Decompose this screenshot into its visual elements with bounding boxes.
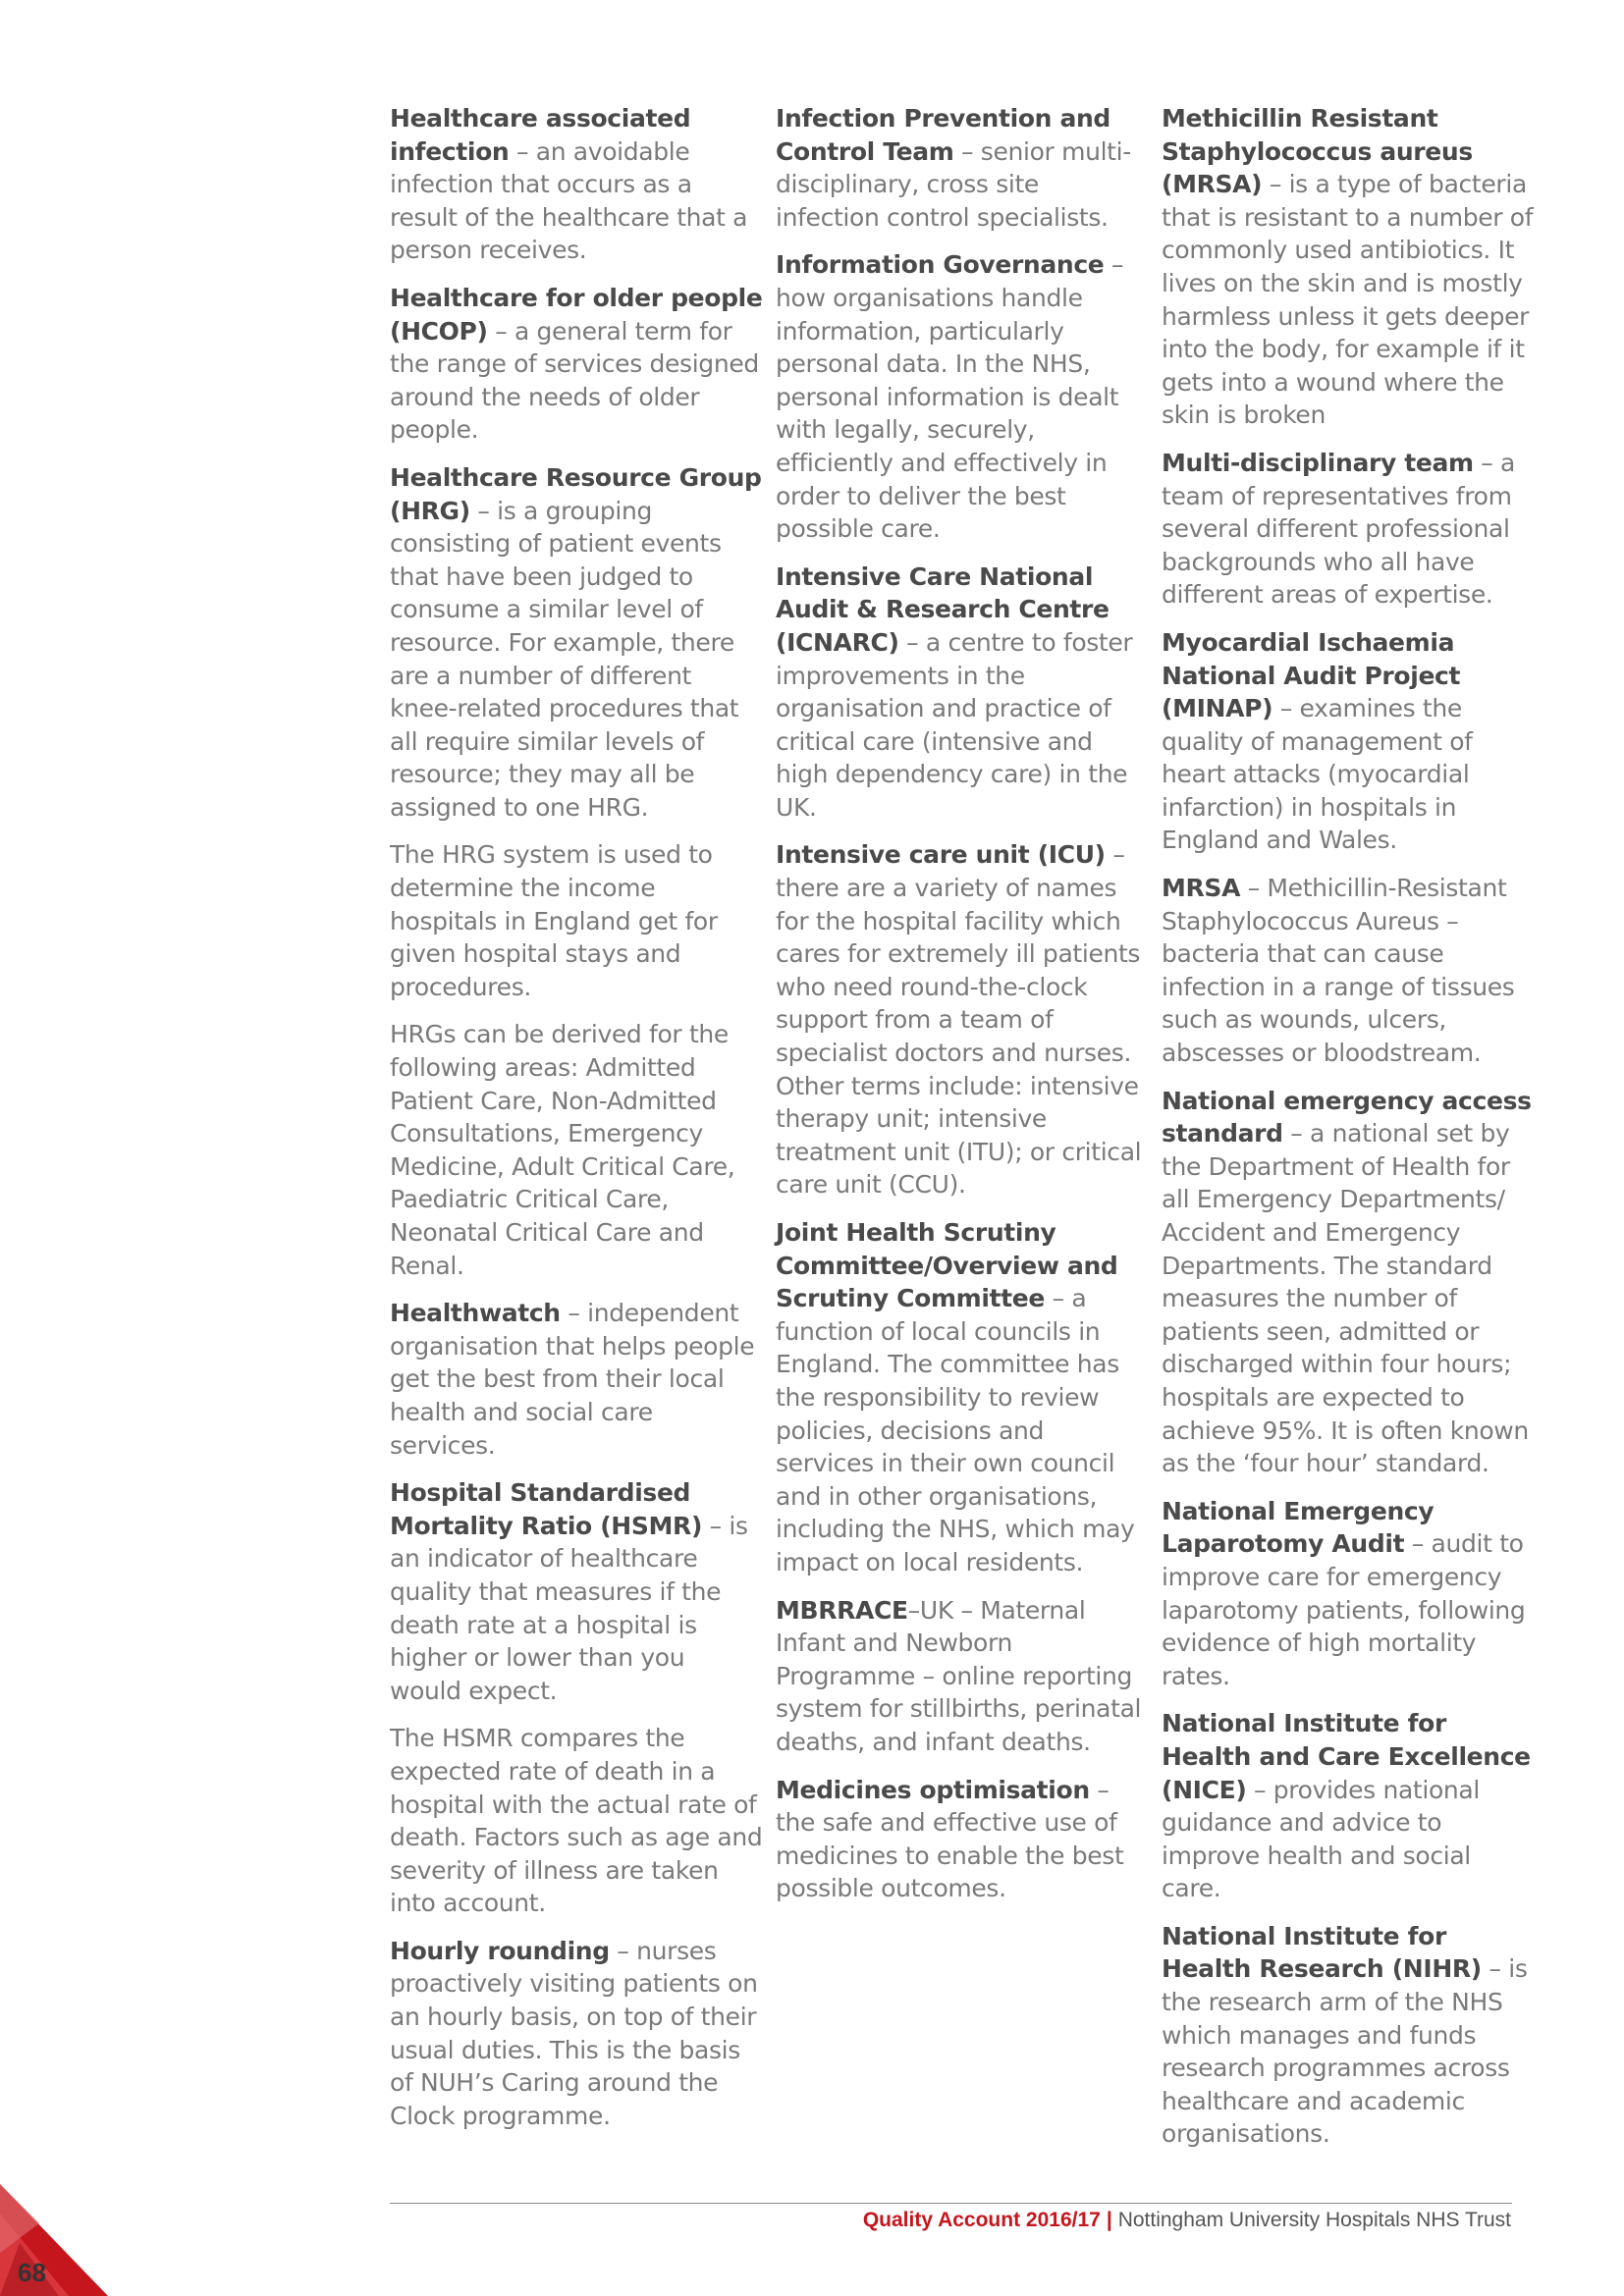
glossary-entry (390, 1018, 763, 1282)
glossary-term: Healthcare Resource Group (HRG) (390, 462, 762, 525)
glossary-term: Medicines optimisation (776, 1775, 1090, 1804)
glossary-term: National Emergency Laparotomy Audit (1162, 1496, 1435, 1559)
glossary-definition: – examines the quality of management of heart attacks (myocardial infarction) in hospitals in England and Wales. (1162, 694, 1473, 855)
glossary-entry (776, 248, 1149, 545)
glossary-term: Multi-disciplinary team (1162, 448, 1474, 477)
page-footer (863, 2209, 1511, 2232)
glossary-entry (390, 461, 763, 825)
glossary-definition: – is the research arm of the NHS which manages and funds research programmes across healthcare and academic organisations. (1162, 1954, 1528, 2149)
glossary-entry (1162, 1707, 1535, 1905)
glossary-definition: – audit to improve care for emergency laparotomy patients, following evidence of high mortality rates. (1162, 1529, 1526, 1690)
glossary-term: National emergency access standard (1162, 1086, 1532, 1148)
glossary-term: Intensive Care National Audit & Research Centre (ICNARC) (776, 561, 1110, 657)
glossary-definition: – an avoidable infection that occurs as a result of the healthcare that a person receives. (390, 136, 748, 265)
glossary-entry (1162, 1085, 1535, 1480)
glossary-term: Infection Prevention and Control Team (776, 104, 1110, 166)
glossary-term: MRSA (1162, 874, 1241, 903)
glossary-definition: – a national set by the Department of Health for all Emergency Departments/ Accident and Emergency Departments. The standard measures the number of patients seen, admitted or discharged within four hours; hospitals are expected to achieve 95%. It is often known as the ‘four hour’ standard. (1162, 1119, 1529, 1478)
glossary-entry (1162, 626, 1535, 857)
glossary-definition: – a general term for the range of services designed around the needs of older people. (390, 316, 759, 445)
glossary-term: Joint Health Scrutiny Committee/Overview and Scrutiny Committee (776, 1218, 1118, 1313)
glossary-entry (776, 1774, 1149, 1905)
glossary-term: Hospital Standardised Mortality Ratio (HSMR) (390, 1478, 703, 1540)
glossary-definition: HRGs can be derived for the following areas: Admitted Patient Care, Non-Admitted Consultations, Emergency Medicine, Adult Critical Care, Paediatric Critical Care, Neonatal Critical Care and Renal. (390, 1020, 735, 1280)
glossary-entry (1162, 1495, 1535, 1693)
glossary-term: Myocardial Ischaemia National Audit Project (MINAP) (1162, 627, 1461, 723)
glossary-definition: The HRG system is used to determine the income hospitals in England get for given hospital stays and procedures. (390, 840, 718, 1001)
glossary-entry (390, 282, 763, 447)
glossary-entry (776, 561, 1149, 825)
glossary-entry (776, 838, 1149, 1201)
glossary-entry (390, 1722, 763, 1920)
glossary-definition: – how organisations handle information, particularly personal data. In the NHS, personal information is dealt with legally, securely, efficiently and effectively in order to deliver the best possible care. (776, 250, 1124, 544)
page-corner-decoration (0, 2184, 108, 2296)
glossary-entry (390, 1476, 763, 1707)
glossary-entry (1162, 872, 1535, 1070)
glossary-entry (776, 1594, 1149, 1759)
glossary-term: Information Governance (776, 250, 1105, 280)
footer-rule (390, 2203, 1512, 2204)
report-title: Quality Account 2016/17 (862, 2209, 1101, 2231)
glossary-entry (390, 1935, 763, 2133)
glossary-definition: – the safe and effective use of medicines to enable the best possible outcomes. (776, 1775, 1124, 1903)
glossary-definition: – provides national guidance and advice to improve health and social care. (1162, 1775, 1480, 1903)
glossary-definition: – is a type of bacteria that is resistant to a number of commonly used antibiotics. It lives on the skin and is mostly harmless unless it gets deeper into the body, for example if it gets into a wound where the skin is broken (1162, 170, 1534, 430)
glossary-entry (390, 102, 763, 267)
glossary-term: MBRRACE (776, 1595, 908, 1625)
glossary-entry (1162, 447, 1535, 612)
glossary-column-3 (1162, 102, 1535, 2165)
glossary-term: Intensive care unit (ICU) (776, 840, 1106, 870)
organisation-name: Nottingham University Hospitals NHS Trust (1117, 2209, 1511, 2231)
glossary-entry (1162, 102, 1535, 432)
glossary-entry (390, 1297, 763, 1462)
glossary-term: Healthwatch (390, 1299, 561, 1328)
glossary-definition: – a centre to foster improvements in the organisation and practice of critical care (intensive and high dependency care) in the UK. (776, 627, 1133, 822)
glossary-definition: – there are a variety of names for the hospital facility which cares for extremely ill patients who need round-the-clock support from a team of specialist doctors and nurses. Other terms include: intensive therapy unit; intensive treatment unit (ITU); or critical care unit (CCU). (776, 840, 1142, 1200)
glossary-definition: – Methicillin-Resistant Staphylococcus Aureus – bacteria that can cause infection in a range of tissues such as wounds, ulcers, abscesses or bloodstream. (1162, 874, 1515, 1068)
glossary-term: Methicillin Resistant Staphylococcus aureus (MRSA) (1162, 104, 1473, 199)
glossary-column-1 (390, 102, 763, 2147)
glossary-definition: The HSMR compares the expected rate of death in a hospital with the actual rate of death. Factors such as age and severity of illness are taken into account. (390, 1724, 763, 1918)
glossary-definition: – is a grouping consisting of patient events that have been judged to consume a similar level of resource. For example, there are a number of different knee-related procedures that all require similar levels of resource; they may all be assigned to one HRG. (390, 496, 739, 822)
glossary-term: Healthcare for older people (HCOP) (390, 283, 763, 346)
glossary-definition: – is an indicator of healthcare quality that measures if the death rate at a hospital is higher or lower than you would expect. (390, 1511, 748, 1705)
glossary-term: National Institute for Health Research (NIHR) (1162, 1921, 1482, 1984)
glossary-definition: – senior multi-disciplinary, cross site infection control specialists. (776, 136, 1131, 232)
glossary-term: Hourly rounding (390, 1936, 610, 1965)
glossary-definition: – nurses proactively visiting patients on an hourly basis, on top of their usual duties. This is the basis of NUH’s Caring around the Clock programme. (390, 1936, 758, 2130)
glossary-entry (390, 838, 763, 1003)
glossary-term: National Institute for Health and Care Excellence (NICE) (1162, 1709, 1531, 1804)
footer-separator: | (1106, 2209, 1112, 2231)
glossary-term: Healthcare associated infection (390, 104, 691, 166)
glossary-definition: – independent organisation that helps people get the best from their local health and social care services. (390, 1299, 755, 1460)
glossary-column-2 (776, 102, 1149, 1920)
glossary-definition: – a function of local councils in England. The committee has the responsibility to review policies, decisions and services in their own council and in other organisations, including the NHS, which may impact on local residents. (776, 1284, 1135, 1576)
glossary-definition: –UK – Maternal Infant and Newborn Programme – online reporting system for stillbirths, perinatal deaths, and infant deaths. (776, 1595, 1142, 1756)
glossary-entry (1162, 1920, 1535, 2151)
glossary-definition: – a team of representatives from several different professional backgrounds who all have different areas of expertise. (1162, 448, 1516, 610)
page-number: 68 (18, 2258, 46, 2287)
glossary-entry (776, 102, 1149, 234)
glossary-entry (776, 1216, 1149, 1579)
